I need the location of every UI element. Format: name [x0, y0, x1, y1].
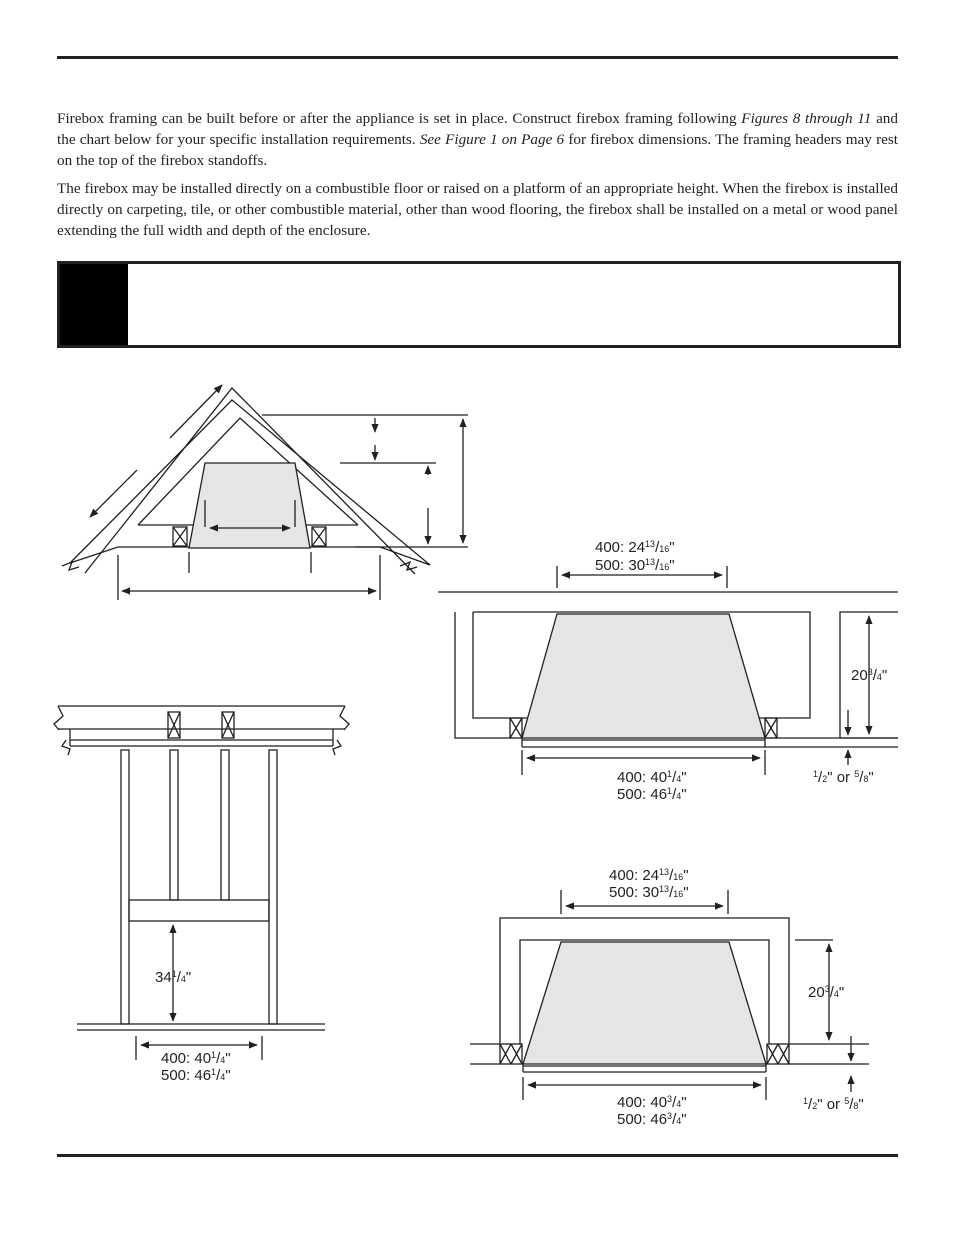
recessed-bottom-500: 500: $46^1/4$" [617, 786, 687, 803]
corner-framing-diagram [62, 385, 468, 600]
flush-bottom-400: 400: $40^3/4$" [617, 1094, 687, 1111]
wall-bottom-400: 400: $40^1/4$" [161, 1050, 231, 1067]
recessed-height-label: $20^3/4$" [851, 667, 888, 684]
intro-paragraph-2: The firebox may be installed directly on a combustible floor or raised on a platform of an appropriate height. When the firebox is installed directly on carpeting, tile, or other combustible material, other than wood flooring, the firebox shall be installed on a metal or wood panel extending the full width and depth of the enclosure. [57, 180, 898, 239]
flush-top-width-400: 400: $24^{13}/16$" [609, 867, 689, 884]
page-reference: See Figure 1 on Page 6 [419, 131, 565, 148]
intro-paragraph-1: Firebox framing can be built before or after the appliance is set in place. Construct firebox framing following Figures 8 through 11 and the chart below for your specific installation requirements. See Figure 1 on Page 6 for firebox dimensions. The framing headers may rest on the top of the firebox standoffs. [57, 110, 898, 169]
flush-platform-label: $^1$/2" or $^5$/8" [803, 1096, 864, 1113]
flush-height-label: $20^3/4$" [808, 984, 845, 1001]
recessed-top-width-400: 400: $24^{13}/16$" [595, 539, 675, 556]
flush-bottom-500: 500: $46^3/4$" [617, 1111, 687, 1128]
recessed-framing-diagram [438, 566, 898, 775]
flush-top-width-500: 500: $30^{13}/16$" [609, 884, 689, 901]
figure-reference: Figures 8 through 11 [741, 110, 872, 127]
wall-framing-diagram [54, 706, 349, 1060]
recessed-platform-label: $^1$/2" or $^5$/8" [813, 769, 874, 786]
recessed-top-width-500: 500: $30^{13}/16$" [595, 557, 675, 574]
wall-bottom-500: 500: $46^1/4$" [161, 1067, 231, 1084]
recessed-bottom-400: 400: $40^1/4$" [617, 769, 687, 786]
bottom-rule [57, 1154, 898, 1157]
wall-height-label: $34^1/4$" [155, 969, 192, 986]
